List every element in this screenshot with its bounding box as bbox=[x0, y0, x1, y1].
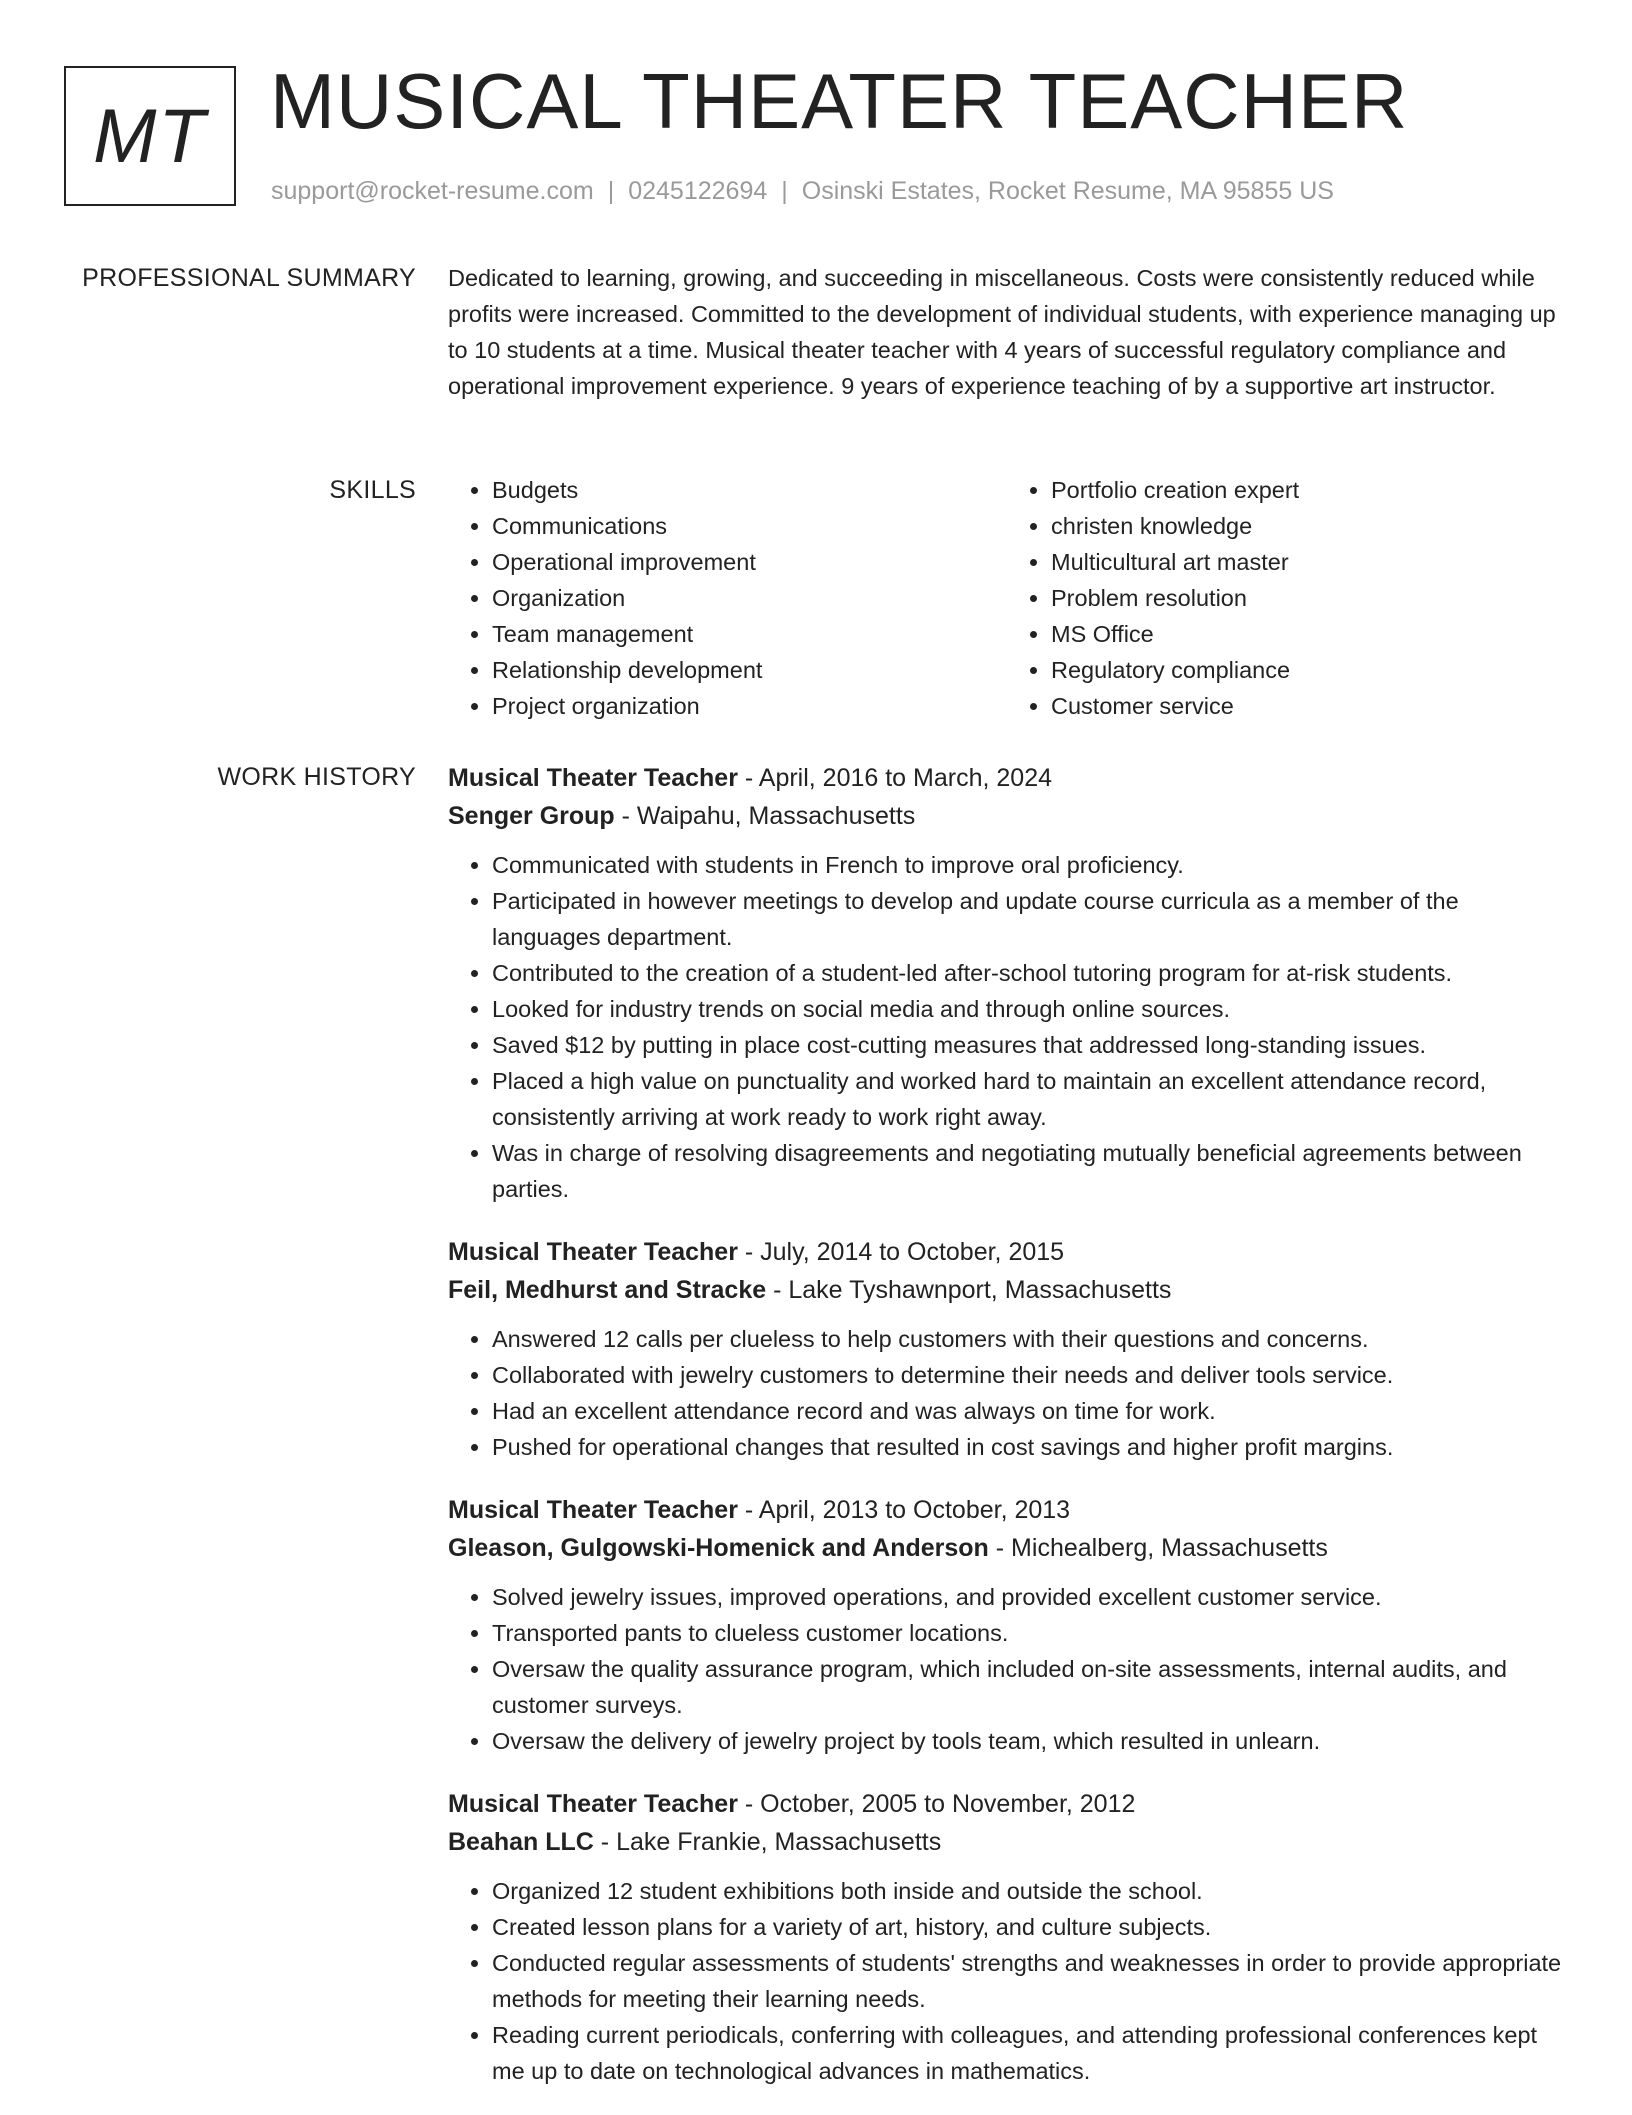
skill-item: • Budgets bbox=[492, 472, 1007, 508]
job-bullet: • Oversaw the delivery of jewelry project by tools team, which resulted in unlearn. bbox=[492, 1723, 1566, 1759]
job-bullet: • Organized 12 student exhibitions both inside and outside the school. bbox=[492, 1873, 1566, 1909]
job-company-line bbox=[448, 1271, 1566, 1309]
skill-item: • Operational improvement bbox=[492, 544, 1007, 580]
job-bullet: • Transported pants to clueless customer locations. bbox=[492, 1615, 1566, 1651]
job-bullets bbox=[448, 847, 1566, 1207]
job-location: - Lake Tyshawnport, Massachusetts bbox=[766, 1276, 1172, 1304]
job-dates: - July, 2014 to October, 2015 bbox=[737, 1238, 1065, 1266]
job-title: Musical Theater Teacher bbox=[448, 1238, 738, 1266]
skills-list-left bbox=[448, 472, 1007, 724]
job-bullets bbox=[448, 1321, 1566, 1465]
job-bullets bbox=[448, 1873, 1566, 2089]
section-label-work-history: WORK HISTORY bbox=[217, 763, 416, 791]
job-company-line bbox=[448, 1823, 1566, 1861]
job-title: Musical Theater Teacher bbox=[448, 1496, 738, 1524]
job-bullet: • Contributed to the creation of a student-led after-school tutoring program for at-risk students. bbox=[492, 955, 1566, 991]
job-bullet: • Oversaw the quality assurance program, which included on-site assessments, internal audits, and customer surveys. bbox=[492, 1651, 1566, 1723]
skill-item: • Multicultural art master bbox=[1051, 544, 1566, 580]
job-bullets bbox=[448, 1579, 1566, 1759]
section-label-summary: PROFESSIONAL SUMMARY bbox=[82, 264, 416, 292]
job-bullet: • Saved $12 by putting in place cost-cutting measures that addressed long-standing issues. bbox=[492, 1027, 1566, 1063]
section-label-skills: SKILLS bbox=[329, 476, 416, 504]
job-entry bbox=[448, 1491, 1566, 1759]
skill-item: • Customer service bbox=[1051, 688, 1566, 724]
monogram-initials: MT bbox=[93, 93, 207, 179]
contact-email: support@rocket-resume.com bbox=[271, 177, 594, 205]
skill-item: • Relationship development bbox=[492, 652, 1007, 688]
job-bullet: • Collaborated with jewelry customers to determine their needs and deliver tools service. bbox=[492, 1357, 1566, 1393]
job-location: - Waipahu, Massachusetts bbox=[614, 802, 916, 830]
monogram-box bbox=[64, 66, 236, 206]
skill-item: • Problem resolution bbox=[1051, 580, 1566, 616]
summary-text: Dedicated to learning, growing, and succeeding in miscellaneous. Costs were consistently reduced while profits were increased. Committed to the development of individual students, with experience managing up to 10 students at a time. Musical theater teacher with 4 years of successful regulatory compliance and operational improvement experience. 9 years of experience teaching of by a supportive art instructor. bbox=[448, 265, 1556, 399]
job-entry bbox=[448, 1785, 1566, 2089]
skill-item: • Team management bbox=[492, 616, 1007, 652]
job-bullet: • Solved jewelry issues, improved operations, and provided excellent customer service. bbox=[492, 1579, 1566, 1615]
contact-phone: 0245122694 bbox=[628, 177, 768, 205]
job-title-line bbox=[448, 1233, 1566, 1271]
job-bullet: • Pushed for operational changes that resulted in cost savings and higher profit margins. bbox=[492, 1429, 1566, 1465]
job-title: Musical Theater Teacher bbox=[448, 764, 738, 792]
job-entry bbox=[448, 759, 1566, 1207]
job-title-line bbox=[448, 1491, 1566, 1529]
job-company: Gleason, Gulgowski-Homenick and Anderson bbox=[448, 1534, 989, 1562]
job-company: Beahan LLC bbox=[448, 1828, 594, 1856]
job-company: Feil, Medhurst and Stracke bbox=[448, 1276, 767, 1304]
job-title-line bbox=[448, 1785, 1566, 1823]
job-location: - Lake Frankie, Massachusetts bbox=[593, 1828, 942, 1856]
job-company-line bbox=[448, 1529, 1566, 1567]
contact-address: Osinski Estates, Rocket Resume, MA 95855 US bbox=[801, 177, 1334, 205]
skills-body bbox=[448, 472, 1566, 724]
job-bullet: • Looked for industry trends on social media and through online sources. bbox=[492, 991, 1566, 1027]
job-bullet: • Created lesson plans for a variety of art, history, and culture subjects. bbox=[492, 1909, 1566, 1945]
job-company: Senger Group bbox=[448, 802, 615, 830]
job-bullet: • Communicated with students in French to improve oral proficiency. bbox=[492, 847, 1566, 883]
skills-columns bbox=[448, 472, 1566, 724]
contact-separator: | bbox=[781, 177, 788, 205]
skill-item: • Regulatory compliance bbox=[1051, 652, 1566, 688]
skill-item: • Portfolio creation expert bbox=[1051, 472, 1566, 508]
job-bullet: • Was in charge of resolving disagreements and negotiating mutually beneficial agreements between parties. bbox=[492, 1135, 1566, 1207]
skill-item: • christen knowledge bbox=[1051, 508, 1566, 544]
job-location: - Michealberg, Massachusetts bbox=[988, 1534, 1328, 1562]
page-title: MUSICAL THEATER TEACHER bbox=[270, 57, 1409, 145]
skill-item: • Communications bbox=[492, 508, 1007, 544]
job-bullet: • Placed a high value on punctuality and worked hard to maintain an excellent attendance record, consistently arriving at work ready to work right away. bbox=[492, 1063, 1566, 1135]
resume-header bbox=[0, 0, 1632, 240]
job-bullet: • Had an excellent attendance record and was always on time for work. bbox=[492, 1393, 1566, 1429]
job-bullet: • Answered 12 calls per clueless to help customers with their questions and concerns. bbox=[492, 1321, 1566, 1357]
contact-line bbox=[271, 174, 1334, 208]
summary-body bbox=[448, 260, 1566, 404]
job-title: Musical Theater Teacher bbox=[448, 1790, 738, 1818]
job-dates: - April, 2013 to October, 2013 bbox=[737, 1496, 1071, 1524]
skill-item: • Project organization bbox=[492, 688, 1007, 724]
skill-item: • MS Office bbox=[1051, 616, 1566, 652]
contact-separator: | bbox=[607, 177, 615, 205]
work-history-body bbox=[448, 759, 1566, 2115]
skills-list-right bbox=[1007, 472, 1566, 724]
skill-item: • Organization bbox=[492, 580, 1007, 616]
job-dates: - April, 2016 to March, 2024 bbox=[737, 764, 1052, 792]
job-bullet: • Participated in however meetings to develop and update course curricula as a member of the languages department. bbox=[492, 883, 1566, 955]
job-title-line bbox=[448, 759, 1566, 797]
job-dates: - October, 2005 to November, 2012 bbox=[737, 1790, 1136, 1818]
job-bullet: • Reading current periodicals, conferring with colleagues, and attending professional conferences kept me up to date on technological advances in mathematics. bbox=[492, 2017, 1566, 2089]
job-bullet: • Conducted regular assessments of students' strengths and weaknesses in order to provide appropriate methods for meeting their learning needs. bbox=[492, 1945, 1566, 2017]
job-company-line bbox=[448, 797, 1566, 835]
job-entry bbox=[448, 1233, 1566, 1465]
